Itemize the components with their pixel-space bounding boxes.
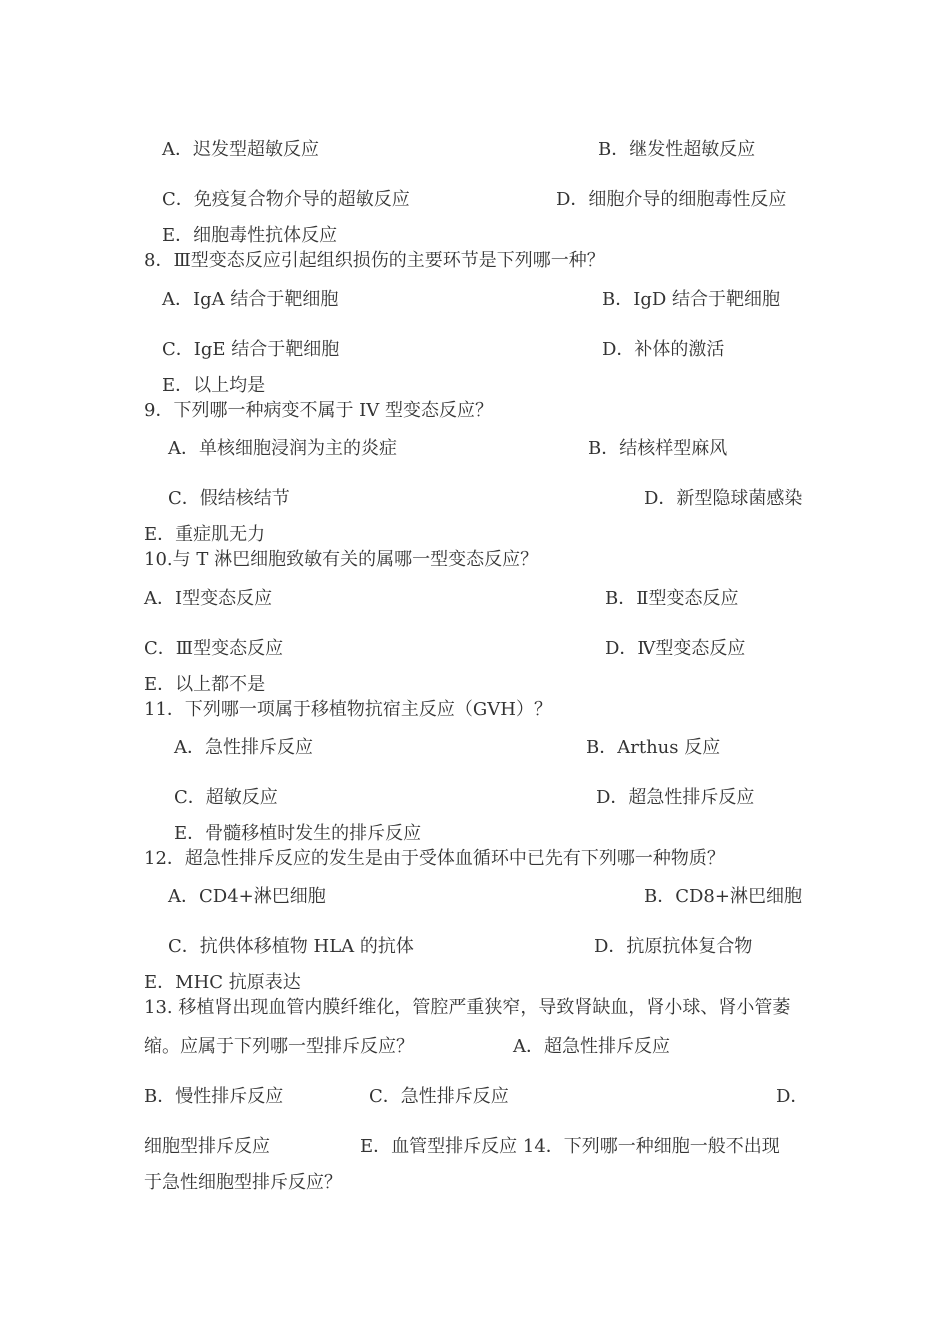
q11-option-b: B．Arthus 反应 — [586, 737, 721, 758]
q8-option-d: D．补体的激活 — [602, 339, 725, 360]
q8-stem: 8．Ⅲ型变态反应引起组织损伤的主要环节是下列哪一种？ — [144, 250, 605, 271]
q10-option-a: A．Ⅰ型变态反应 — [144, 588, 273, 609]
q9-option-e: E．重症肌无力 — [144, 524, 266, 545]
q8-option-e: E．以上均是 — [162, 375, 266, 396]
q11-option-a: A．急性排斥反应 — [174, 737, 313, 758]
q9-option-c: C．假结核结节 — [168, 488, 290, 509]
q13-option-c: C．急性排斥反应 — [369, 1086, 509, 1107]
q12-option-e: E．MHC 抗原表达 — [144, 972, 301, 993]
q7-option-c: C．免疫复合物介导的超敏反应 — [162, 189, 410, 210]
q10-option-c: C．Ⅲ型变态反应 — [144, 638, 284, 659]
q8-option-a: A．IgA 结合于靶细胞 — [162, 289, 339, 310]
q13-option-e-q14-stem: E．血管型排斥反应 14．下列哪一种细胞一般不出现 — [360, 1136, 780, 1157]
q12-option-c: C．抗供体移植物 HLA 的抗体 — [168, 936, 414, 957]
q13-stem-line2: 缩。应属于下列哪一型排斥反应？ — [144, 1036, 414, 1057]
q9-stem: 9．下列哪一种病变不属于 IV 型变态反应？ — [144, 400, 494, 421]
q7-option-b: B．继发性超敏反应 — [598, 139, 756, 160]
q12-option-a: A．CD4+淋巴细胞 — [168, 886, 326, 907]
q11-stem: 11．下列哪一项属于移植物抗宿主反应（GVH）？ — [144, 699, 552, 720]
q7-option-d: D．细胞介导的细胞毒性反应 — [556, 189, 787, 210]
q13-option-a: A．超急性排斥反应 — [513, 1036, 670, 1057]
q10-stem: 10.与 T 淋巴细胞致敏有关的属哪一型变态反应？ — [144, 549, 539, 570]
q10-option-d: D．Ⅳ型变态反应 — [605, 638, 746, 659]
q12-option-d: D．抗原抗体复合物 — [594, 936, 753, 957]
q12-stem: 12．超急性排斥反应的发生是由于受体血循环中已先有下列哪一种物质？ — [144, 848, 725, 869]
q14-stem-line2: 于急性细胞型排斥反应？ — [144, 1172, 342, 1193]
q11-option-c: C．超敏反应 — [174, 787, 278, 808]
q12-option-b: B．CD8+淋巴细胞 — [644, 886, 802, 907]
q7-option-e: E．细胞毒性抗体反应 — [162, 225, 338, 246]
q11-option-e: E．骨髓移植时发生的排斥反应 — [174, 823, 422, 844]
q7-option-a: A．迟发型超敏反应 — [162, 139, 319, 160]
q9-option-a: A．单核细胞浸润为主的炎症 — [168, 438, 397, 459]
q13-option-b: B．慢性排斥反应 — [144, 1086, 284, 1107]
q8-option-b: B．IgD 结合于靶细胞 — [602, 289, 781, 310]
q10-option-e: E．以上都不是 — [144, 674, 266, 695]
q11-option-d: D．超急性排斥反应 — [596, 787, 755, 808]
q13-stem-line1: 13. 移植肾出现血管内膜纤维化，管腔严重狭窄，导致肾缺血，肾小球、肾小管萎 — [144, 997, 791, 1018]
q9-option-d: D．新型隐球菌感染 — [644, 488, 803, 509]
q13-option-d-label: D． — [776, 1086, 809, 1107]
q13-option-d-text: 细胞型排斥反应 — [144, 1136, 270, 1157]
q9-option-b: B．结核样型麻风 — [588, 438, 728, 459]
q8-option-c: C．IgE 结合于靶细胞 — [162, 339, 340, 360]
q10-option-b: B．Ⅱ型变态反应 — [605, 588, 739, 609]
